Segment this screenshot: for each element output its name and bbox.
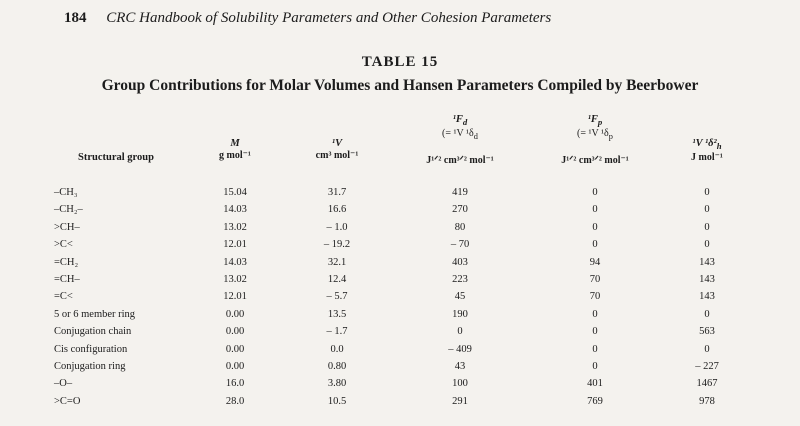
cell-structural-group: >C=O xyxy=(54,395,81,407)
cell-dispersion: – 70 xyxy=(450,239,470,251)
table-row xyxy=(0,274,800,292)
table-row xyxy=(0,396,800,414)
table-row xyxy=(0,378,800,396)
cell-molar-mass: 28.0 xyxy=(225,395,245,407)
cell-structural-group: Cis configuration xyxy=(54,343,128,355)
cell-polar: 0 xyxy=(592,326,598,338)
cell-hydrogen-bonding: 143 xyxy=(699,256,715,268)
cell-structural-group: >C< xyxy=(54,239,73,251)
cell-hydrogen-bonding: 0 xyxy=(704,343,710,355)
cell-polar: 0 xyxy=(592,239,598,251)
cell-molar-volume: 32.1 xyxy=(327,256,347,268)
cell-dispersion: 270 xyxy=(452,204,468,216)
cell-molar-volume: 0.80 xyxy=(327,361,347,372)
cell-structural-group: =C< xyxy=(54,291,73,303)
cell-molar-volume: – 19.2 xyxy=(323,239,351,251)
cell-molar-volume: 31.7 xyxy=(327,187,347,198)
header-molar-mass xyxy=(205,138,265,162)
cell-molar-mass: 16.0 xyxy=(225,378,245,390)
cell-polar: 0 xyxy=(592,308,598,320)
cell-dispersion: 43 xyxy=(454,361,466,372)
table-row xyxy=(0,239,800,257)
cell-structural-group: =CH₂ xyxy=(54,256,79,268)
header-polar-equation: (= ¹V $^1\delta_p$ xyxy=(577,128,613,142)
cell-structural-group: 5 or 6 member ring xyxy=(54,308,136,320)
table-row xyxy=(0,187,800,205)
header-hydrogen-bonding-symbol: ¹V $^1\delta^2_h$ xyxy=(692,138,722,152)
cell-dispersion: 223 xyxy=(452,274,468,285)
table-title: Group Contributions for Molar Volumes and Hansen Parameters Compiled by Beerbower xyxy=(101,77,699,94)
page-number: 184 xyxy=(64,10,87,26)
header-polar-unit: J¹ᐟ² cm³ᐟ² mol⁻¹ xyxy=(561,155,629,167)
header-hydrogen-bonding-unit: J mol⁻¹ xyxy=(691,152,723,164)
cell-dispersion: 291 xyxy=(452,395,468,407)
header-polar-symbol: $^1F_p$ xyxy=(587,114,603,128)
cell-molar-volume: 3.80 xyxy=(327,378,347,390)
table-row xyxy=(0,309,800,327)
cell-polar: 0 xyxy=(592,204,598,216)
cell-molar-volume: 0.0 xyxy=(330,343,344,355)
cell-molar-mass: 0.00 xyxy=(225,326,245,338)
cell-structural-group: –CH₂– xyxy=(54,204,83,216)
cell-molar-mass: 14.03 xyxy=(223,204,247,216)
cell-molar-mass: 0.00 xyxy=(225,343,245,355)
cell-polar: 0 xyxy=(592,187,598,198)
cell-polar: 70 xyxy=(589,274,601,285)
cell-dispersion: – 409 xyxy=(448,343,472,355)
header-polar xyxy=(545,114,645,167)
cell-dispersion: 45 xyxy=(454,291,466,303)
cell-structural-group: >CH– xyxy=(54,221,80,233)
cell-polar: 401 xyxy=(587,378,603,390)
book-title: CRC Handbook of Solubility Parameters and Other Cohesion Parameters xyxy=(106,10,552,26)
cell-structural-group: =CH– xyxy=(54,274,80,285)
cell-dispersion: 80 xyxy=(454,221,466,233)
cell-molar-volume: 13.5 xyxy=(327,308,347,320)
cell-molar-mass: 0.00 xyxy=(225,308,245,320)
header-dispersion-unit: J¹ᐟ² cm³ᐟ² mol⁻¹ xyxy=(426,155,494,167)
cell-dispersion: 403 xyxy=(452,256,468,268)
cell-molar-volume: 16.6 xyxy=(327,204,347,216)
cell-structural-group: Conjugation chain xyxy=(54,326,132,338)
table-row xyxy=(0,204,800,222)
cell-hydrogen-bonding: 143 xyxy=(699,291,715,303)
cell-hydrogen-bonding: 1467 xyxy=(696,378,718,390)
cell-molar-volume: 12.4 xyxy=(327,274,347,285)
table-row xyxy=(0,257,800,275)
header-molar-mass-symbol: M xyxy=(230,138,240,149)
cell-hydrogen-bonding: 0 xyxy=(704,308,710,320)
cell-hydrogen-bonding: 0 xyxy=(704,221,710,233)
table-row xyxy=(0,326,800,344)
cell-polar: 0 xyxy=(592,221,598,233)
cell-hydrogen-bonding: 0 xyxy=(704,204,710,216)
cell-molar-volume: – 5.7 xyxy=(326,291,348,303)
cell-polar: 94 xyxy=(589,256,601,268)
cell-molar-mass: 0.00 xyxy=(225,361,245,372)
table-row xyxy=(0,344,800,362)
table-row xyxy=(0,222,800,240)
header-dispersion-equation: (= ¹V $^1\delta_d$ xyxy=(442,128,478,142)
header-structural-group: Structural group xyxy=(78,152,154,163)
cell-molar-mass: 13.02 xyxy=(223,274,247,285)
table-row xyxy=(0,361,800,379)
header-molar-volume-symbol: ¹V xyxy=(331,138,343,149)
cell-polar: 0 xyxy=(592,343,598,355)
cell-dispersion: 419 xyxy=(452,187,468,198)
header-molar-mass-unit: g mol⁻¹ xyxy=(219,150,251,161)
cell-hydrogen-bonding: – 227 xyxy=(695,361,719,372)
cell-polar: 0 xyxy=(592,361,598,372)
cell-hydrogen-bonding: 978 xyxy=(699,395,715,407)
cell-hydrogen-bonding: 563 xyxy=(699,326,715,338)
table-label: TABLE 15 xyxy=(361,54,439,70)
cell-molar-volume: – 1.7 xyxy=(326,326,348,338)
cell-molar-volume: – 1.0 xyxy=(326,221,348,233)
cell-structural-group: –O– xyxy=(54,378,73,390)
cell-structural-group: Conjugation ring xyxy=(54,361,126,372)
header-molar-volume-unit: cm³ mol⁻¹ xyxy=(315,150,359,161)
cell-dispersion: 190 xyxy=(452,308,468,320)
cell-molar-mass: 15.04 xyxy=(223,187,247,198)
cell-dispersion: 100 xyxy=(452,378,468,390)
running-header xyxy=(64,10,551,27)
cell-molar-mass: 14.03 xyxy=(223,256,247,268)
cell-hydrogen-bonding: 0 xyxy=(704,187,710,198)
cell-molar-mass: 12.01 xyxy=(223,291,247,303)
header-molar-volume xyxy=(302,138,372,162)
cell-structural-group: –CH₃ xyxy=(54,187,78,198)
header-dispersion-symbol: $^1F_d$ xyxy=(452,114,468,128)
header-dispersion xyxy=(410,114,510,167)
cell-polar: 769 xyxy=(587,395,603,407)
cell-hydrogen-bonding: 0 xyxy=(704,239,710,251)
header-hydrogen-bonding xyxy=(672,138,742,164)
cell-molar-mass: 12.01 xyxy=(223,239,247,251)
table-row xyxy=(0,291,800,309)
cell-polar: 70 xyxy=(589,291,601,303)
cell-dispersion: 0 xyxy=(457,326,463,338)
cell-molar-volume: 10.5 xyxy=(327,395,347,407)
cell-hydrogen-bonding: 143 xyxy=(699,274,715,285)
cell-molar-mass: 13.02 xyxy=(223,221,247,233)
